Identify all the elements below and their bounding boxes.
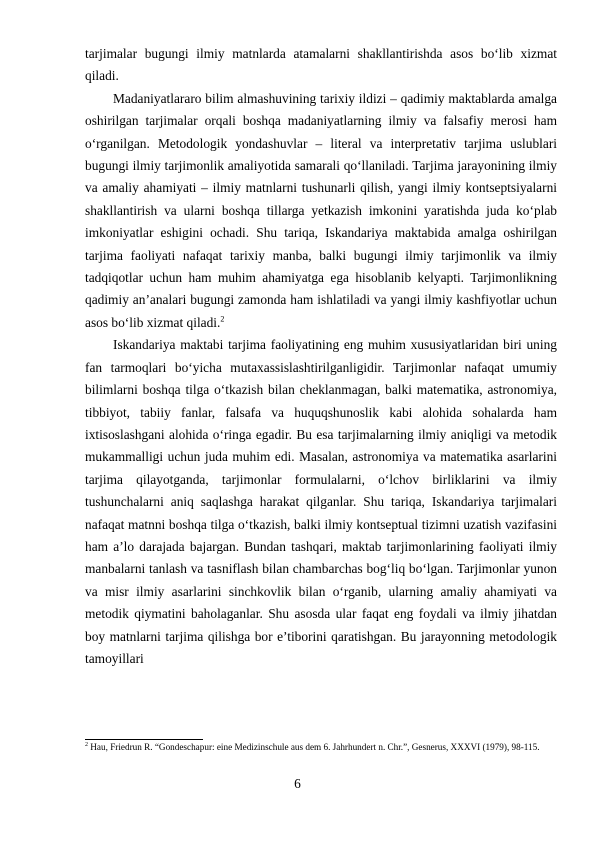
paragraph-text: Madaniyatlararo bilim almashuvining tarixiy ildizi – qadimiy maktablarda amalga oshirilgan tarjimalar orqali boshqa madaniyatlarning ilmiy va falsafiy merosi ham o‘rganilgan. Metodologik yondashuvlar – literal va interpretativ tarjima uslublari bugungi ilmiy tarjimonlik amaliyotida samarali qo‘llaniladi. Tarjima jarayonining ilmiy va amaliy ahamiyati – ilmiy matnlarni tushunarli qilish, yangi ilmiy kontseptsiyalarni shakllantirish va ularni boshqa tillarga yetkazish imkonini yaratishda juda ko‘plab imkoniyatlar eshigini ochadi. Shu tariqa, Iskandariya maktabida amalga oshirilgan tarjima faoliyati nafaqat tarixiy manba, balki bugungi ilmiy tarjimonlik va ilmiy tadqiqotlar uchun ham muhim ahamiyatga ega hisoblanib kelyapti. Tarjimonlikning qadimiy an’analari bugungi zamonda ham ishlatiladi va yangi ilmiy kashfiyotlar uchun asos bo‘lib xizmat qiladi. xyxy=(85,90,557,330)
paragraph-cross-cultural-exchange xyxy=(85,88,557,334)
paragraph-continuation: tarjimalar bugungi ilmiy matnlarda atamalarni shakllantirishda asos bo‘lib xizmat qiladi. xyxy=(85,46,557,84)
page-body xyxy=(85,43,557,670)
paragraph-specialization: Iskandariya maktabi tarjima faoliyatining eng muhim xususiyatlaridan biri uning fan tarmoqlari bo‘yicha mutaxassislashtirilganligidir. Tarjimonlar nafaqat umumiy bilimlarni boshqa tilga o‘tkazish bilan cheklanmagan, balki matematika, astronomiya, tibbiyot, tabiiy fanlar, falsafa va huquqshunoslik kabi alohida sohalarda ham ixtisoslashgani alohida o‘ringa egadir. Bu esa tarjimalarning ilmiy aniqligi va metodik mukammalligi uchun juda muhim edi. Masalan, astronomiya va matematika asarlarini tarjima qilayotganda, tarjimonlar formulalarni, o‘lchov birliklarini va ilmiy tushunchalarni aniq saqlashga harakat qilganlar. Shu tariqa, Iskandariya tarjimalari nafaqat matnni boshqa tilga o‘tkazish, balki ilmiy kontseptual tizimni uzatish vazifasini ham a’lo darajada bajargan. Bundan tashqari, maktab tarjimonlarining faoliyati ilmiy manbalarni tanlash va tasniflash bilan chambarchas bog‘liq bo‘lgan. Tarjimonlar yunon va misr ilmiy asarlarini sinchkovlik bilan o‘rganib, ularning amaliy ahamiyati va metodik qiymatini baholaganlar. Shu asosda ular faqat eng foydali va ilmiy jihatdan boy matnlarni tarjima qilishga bor e’tiborini qaratishgan. Bu jarayonning metodologik tamoyillari xyxy=(85,337,557,666)
footnote-number: 2 xyxy=(85,741,88,748)
footnote-divider xyxy=(85,739,203,740)
footnote-text: Hau, Friedrun R. “Gondeschapur: eine Medizinschule aus dem 6. Jahrhundert n. Chr.”, Gesnerus, XXXVI (1979), 98-115. xyxy=(90,742,540,752)
footnote xyxy=(85,741,557,754)
page-number: 6 xyxy=(294,776,301,791)
footnote-reference[interactable]: 2 xyxy=(220,314,225,324)
